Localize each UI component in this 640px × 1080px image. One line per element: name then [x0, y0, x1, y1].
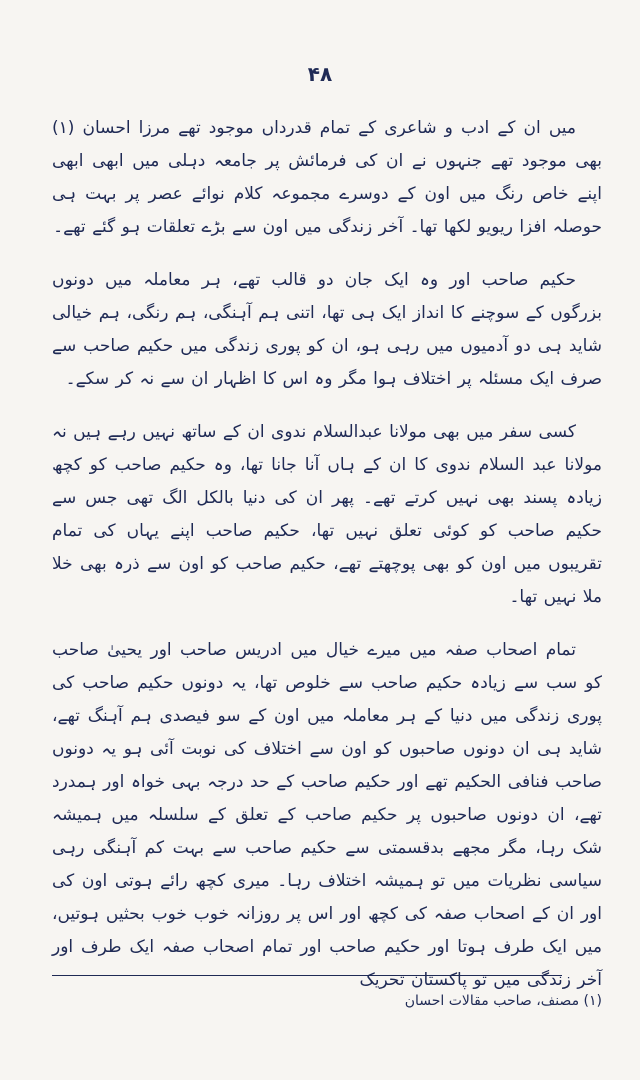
paragraph-3: کسی سفر میں بھی مولانا عبدالسلام ندوی ان کے ساتھ نہیں رہے ہیں نہ مولانا عبد السلام ندوی کا ان کے ہاں آنا جانا تھا، وہ حکیم صاحب کو کچھ زیادہ پسند بھی نہیں کرتے تھے۔ پھر ان کی دنیا بالکل الگ تھی جس سے حکیم صاحب کو کوئی تعلق نہیں تھا، حکیم صاحب اپنے یہاں کی تمام تقریبوں میں اون کو بھی پوچھتے تھے، حکیم صاحب کو اون سے ذرہ بھی خلا ملا نہیں تھا۔	[52, 422, 602, 607]
paragraph-1: میں ان کے ادب و شاعری کے تمام قدرداں موجود تھے مرزا احسان (۱) بھی موجود تھے جنہوں نے ان کی فرمائش پر جامعہ دہلی میں ابھی ابھی اپنے خاص رنگ میں اون کے دوسرے مجموعہ کلام نوائے عصر پر بہت ہی حوصلہ افزا ریویو لکھا تھا۔ آخر زندگی میں اون سے بڑے تعلقات ہو گئے تھے۔	[52, 118, 602, 237]
paragraph-4: تمام اصحاب صفہ میں میرے خیال میں ادریس صاحب اور یحییٰ صاحب کو سب سے زیادہ حکیم صاحب سے خلوص تھا، یہ دونوں حکیم صاحب کی پوری زندگی میں دنیا کے ہر معاملہ میں اون کے سو فیصدی ہم آہنگ تھے، شاید ہی ان دونوں صاحبوں کو اون سے اختلاف کی نوبت آئی ہو یہ دونوں صاحب فنافی الحکیم تھے اور حکیم صاحب کے حد درجہ بہی خواہ اور ہمدرد تھے، ان دونوں صاحبوں پر حکیم صاحب کے تعلق کے سلسلہ میں ہمیشہ شک رہا، مگر مجھے بدقسمتی سے حکیم صاحب سے بہت کم آہنگی رہی سیاسی نظریات میں تو ہمیشہ اختلاف رہا۔ میری کچھ رائے ہوتی اون کی اور ان کے اصحاب صفہ کی کچھ اور اس پر روزانہ خوب خوب بحثیں ہوتیں، میں ایک طرف ہوتا اور حکیم صاحب اور تمام اصحاب صفہ ایک طرف اور آخر زندگی میں تو پاکستان تحریک	[52, 640, 602, 990]
page-number: ۴۸	[307, 62, 333, 86]
body-text	[52, 112, 602, 1017]
footnote: (۱) مصنف، صاحب مقالات احسان	[404, 993, 602, 1009]
footnote-divider	[52, 975, 562, 976]
paragraph-2: حکیم صاحب اور وہ ایک جان دو قالب تھے، ہر معاملہ میں دونوں بزرگوں کے سوچنے کا انداز ایک ہی تھا، اتنی ہم آہنگی، ہم رنگی، ہم خیالی شاید ہی دو آدمیوں میں رہی ہو، ان کو پوری زندگی میں حکیم صاحب سے صرف ایک مسئلہ پر اختلاف ہوا مگر وہ اس کا اظہار ان سے نہ کر سکے۔	[52, 270, 602, 389]
